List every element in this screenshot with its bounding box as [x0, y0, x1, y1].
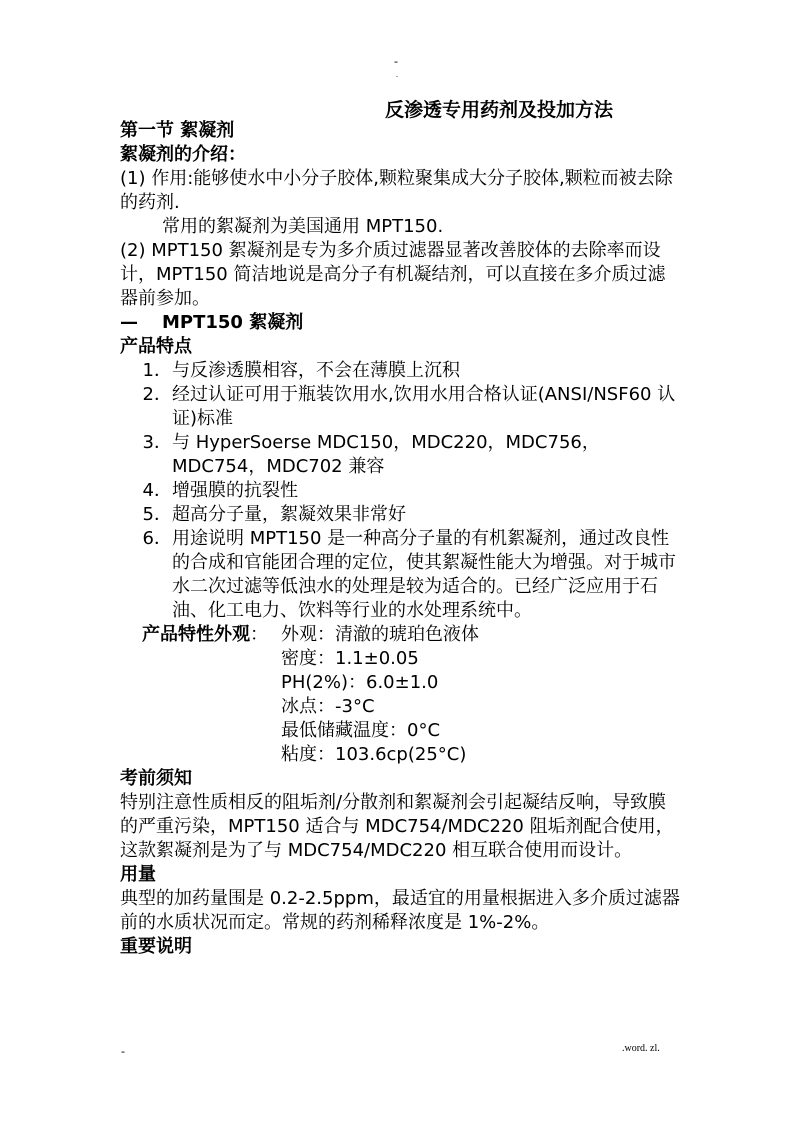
features-heading: 产品特点 — [120, 336, 192, 357]
spec-min-storage-temp: 最低储藏温度：0°C — [281, 720, 441, 741]
spec-appearance: 外观：清澈的琥珀色液体 — [281, 624, 479, 645]
list-item — [120, 359, 680, 383]
list-item-text: 与 HyperSoerse MDC150，MDC220，MDC756，MDC754，MDC702 兼容 — [172, 432, 600, 477]
intro-paragraph-1: (1) 作用:能够使水中小分子胶体,颗粒聚集成大分子胶体,颗粒而被去除的药剂. — [120, 168, 673, 213]
list-item-text: 超高分子量，絮凝效果非常好 — [172, 504, 406, 525]
specs-label — [142, 623, 281, 767]
specs-values — [281, 623, 479, 767]
notice-text: 特别注意性质相反的阻垢剂/分散剂和絮凝剂会引起凝结反响，导致膜的严重污染，MPT150 适合与 MDC754/MDC220 阻垢剂配合使用，这款絮凝剂是为了与 MDC754/MDC220 相互联合使用而设计。 — [120, 792, 674, 861]
list-item — [120, 431, 680, 479]
intro-paragraph-1b: 常用的絮凝剂为美国通用 MPT150. — [162, 216, 444, 237]
spec-viscosity: 粘度：103.6cp(25°C) — [281, 744, 467, 765]
product-title-dash: — — [120, 312, 138, 333]
document-body — [120, 119, 680, 959]
list-item-number: 4 ． — [120, 479, 172, 503]
list-item — [120, 503, 680, 527]
list-item-text: 用途说明 MPT150 是一种高分子量的有机絮凝剂，通过改良性的合成和官能团合理的定位，使其絮凝性能大为增强。对于城市水二次过滤等低浊水的处理是较为适合的。已经广泛应用于石油、化工电力、饮料等行业的水处理系统中。 — [172, 528, 676, 621]
list-item-number: 6 ． — [120, 527, 172, 623]
important-heading: 重要说明 — [120, 936, 192, 957]
product-specs — [142, 623, 680, 767]
intro-heading: 絮凝剂的介绍： — [120, 144, 246, 165]
document-title: 反渗透专用药剂及投加方法 — [385, 99, 614, 121]
product-title-text: MPT150 絮凝剂 — [162, 312, 304, 333]
list-item — [120, 527, 680, 623]
dosage-text: 典型的加药量围是 0.2-2.5ppm，最适宜的用量根据进入多介质过滤器前的水质状况而定。常规的药剂稀释浓度是 1%-2%。 — [120, 888, 680, 933]
notice-heading: 考前须知 — [120, 768, 192, 789]
spec-density: 密度：1.1±0.05 — [281, 648, 419, 669]
list-item — [120, 479, 680, 503]
list-item-number: 5 ． — [120, 503, 172, 527]
list-item-number: 3 ． — [120, 431, 172, 479]
spec-freezing-point: 冰点：-3°C — [281, 696, 375, 717]
spec-ph: PH(2%)：6.0±1.0 — [281, 672, 439, 693]
features-list — [120, 359, 680, 623]
product-title — [120, 311, 680, 335]
list-item-text: 增强膜的抗裂性 — [172, 480, 298, 501]
header-dot: . — [396, 70, 398, 79]
footer-dash: - — [121, 1044, 125, 1058]
list-item-text: 经过认证可用于瓶装饮用水,饮用水用合格认证(ANSI/NSF60 认证)标准 — [172, 384, 676, 429]
list-item — [120, 383, 680, 431]
header-dash: - — [394, 54, 398, 68]
section-heading: 第一节 絮凝剂 — [120, 120, 235, 141]
list-item-text: 与反渗透膜相容，不会在薄膜上沉积 — [172, 360, 460, 381]
footer-watermark: .word. zl. — [622, 1043, 660, 1054]
list-item-number: 1 ． — [120, 359, 172, 383]
specs-label-colon: ： — [250, 624, 268, 645]
intro-paragraph-2: (2) MPT150 絮凝剂是专为多介质过滤器显著改善胶体的去除率而设计，MPT150 简洁地说是高分子有机凝结剂，可以直接在多介质过滤器前参加。 — [120, 240, 666, 309]
specs-label-text: 产品特性外观 — [142, 624, 250, 645]
list-item-number: 2 ． — [120, 383, 172, 431]
dosage-heading: 用量 — [120, 864, 156, 885]
